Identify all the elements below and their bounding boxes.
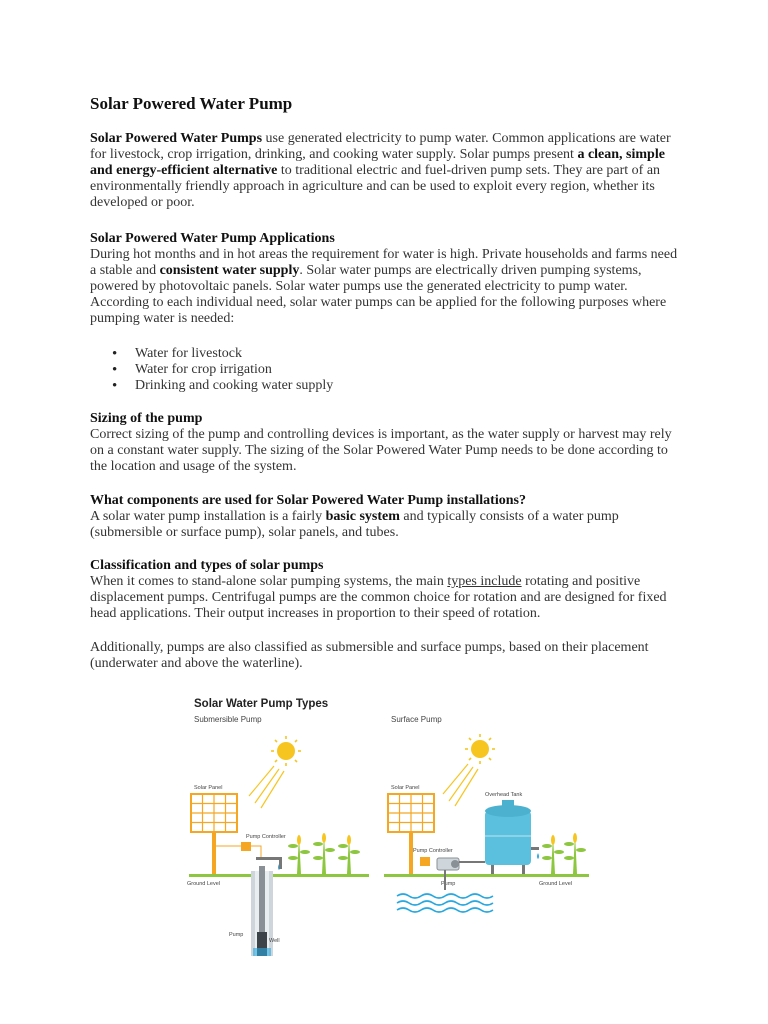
sun-icon bbox=[271, 736, 301, 766]
sizing-body: Correct sizing of the pump and controlling devices is important, as the water supply or harvest may rely on a constant water supply. The sizing of the Solar Powered Water Pump needs to be done according to the location and usage of the system. bbox=[90, 427, 672, 474]
classification-section bbox=[90, 558, 680, 622]
solar-panel-label: Solar Panel bbox=[194, 785, 223, 791]
intro-text-1: use generated electricity to pump water. Common applications are water for livestock, crop irrigation, drinking, and cooking water supply. Solar pumps present bbox=[90, 131, 671, 162]
intro-text-2: to traditional electric and fuel-driven pump sets. They are part of an environmentally friendly approach in agriculture and can be used to exploit every region, whether its developed or poor. bbox=[90, 163, 661, 210]
ground-line bbox=[384, 874, 589, 877]
well-label: Well bbox=[269, 938, 280, 944]
crops-icon bbox=[542, 834, 586, 874]
pump-label: Pump bbox=[229, 932, 244, 938]
pump-label: Pump bbox=[441, 881, 456, 887]
pump-controller-icon bbox=[241, 842, 251, 851]
sun-rays bbox=[443, 764, 478, 806]
page-title: Solar Powered Water Pump bbox=[90, 94, 293, 113]
pump-controller-label: Pump Controller bbox=[413, 848, 453, 854]
ground-line bbox=[189, 874, 369, 877]
sizing-heading: Sizing of the pump bbox=[90, 411, 203, 426]
overhead-tank-label: Overhead Tank bbox=[485, 792, 523, 798]
components-text-2: and typically consists of a water pump (submersible or surface pump), solar panels, and tubes. bbox=[90, 509, 619, 540]
figure-title: Solar Water Pump Types bbox=[194, 698, 329, 710]
list-item: • Water for livestock bbox=[112, 346, 333, 362]
solar-panel-icon bbox=[191, 794, 237, 874]
components-text-1: A solar water pump installation is a fairly bbox=[90, 509, 326, 524]
surface-diagram bbox=[384, 734, 589, 912]
ground-level-label: Ground Level bbox=[187, 881, 221, 887]
water-waves-icon bbox=[397, 894, 493, 912]
sun-icon bbox=[465, 734, 495, 764]
solar-panel-label: Solar Panel bbox=[391, 785, 420, 791]
applications-text-1: During hot months and in hot areas the requirement for water is high. Private households and farms need a stable and bbox=[90, 247, 678, 278]
applications-heading: Solar Powered Water Pump Applications bbox=[90, 231, 335, 246]
solar-pump-types-figure bbox=[179, 686, 599, 966]
applications-section bbox=[90, 231, 680, 327]
sun-rays bbox=[249, 766, 284, 808]
submersible-diagram bbox=[187, 736, 369, 956]
pump-controller-label: Pump Controller bbox=[246, 834, 286, 840]
components-section bbox=[90, 493, 680, 541]
applications-list bbox=[112, 346, 333, 394]
submersible-pump-title: Submersible Pump bbox=[194, 715, 262, 724]
additional-paragraph bbox=[90, 640, 680, 672]
intro-bold-2: a clean, simple and energy-efficient alternative bbox=[90, 147, 665, 178]
applications-bold: consistent water supply bbox=[159, 263, 300, 278]
sizing-section bbox=[90, 411, 680, 475]
components-bold: basic system bbox=[325, 509, 400, 524]
additional-text: Additionally, pumps are also classified as submersible and surface pumps, based on their placement (underwater and above the waterline). bbox=[90, 640, 649, 671]
surface-pump-icon bbox=[437, 858, 485, 870]
classification-link-types-include[interactable]: types include bbox=[447, 574, 522, 589]
classification-text-2: rotating and positive displacement pumps. Centrifugal pumps are the common choice for rotation and are designed for fixed head applications. Their output increases in proportion to their speed of rotation. bbox=[90, 574, 667, 621]
classification-heading: Classification and types of solar pumps bbox=[90, 558, 324, 573]
ground-level-label: Ground Level bbox=[539, 881, 573, 887]
list-item: • Drinking and cooking water supply bbox=[112, 378, 333, 394]
classification-text-1: When it comes to stand-alone solar pumping systems, the main bbox=[90, 574, 448, 589]
components-heading: What components are used for Solar Powered Water Pump installations? bbox=[90, 493, 526, 508]
overhead-tank-icon bbox=[485, 800, 539, 874]
intro-paragraph bbox=[90, 131, 680, 211]
list-item: • Water for crop irrigation bbox=[112, 362, 333, 378]
intro-lead-bold: Solar Powered Water Pumps bbox=[90, 131, 263, 146]
pump-controller-icon bbox=[420, 857, 430, 866]
applications-text-2: . Solar water pumps are electrically driven pumping systems, powered by photovoltaic panels. Solar water pumps use the generated electricity to pump water. According to each individual need, solar water pumps can be applied for the following purposes where pumping water is needed: bbox=[90, 263, 667, 326]
surface-pump-title: Surface Pump bbox=[391, 715, 442, 724]
